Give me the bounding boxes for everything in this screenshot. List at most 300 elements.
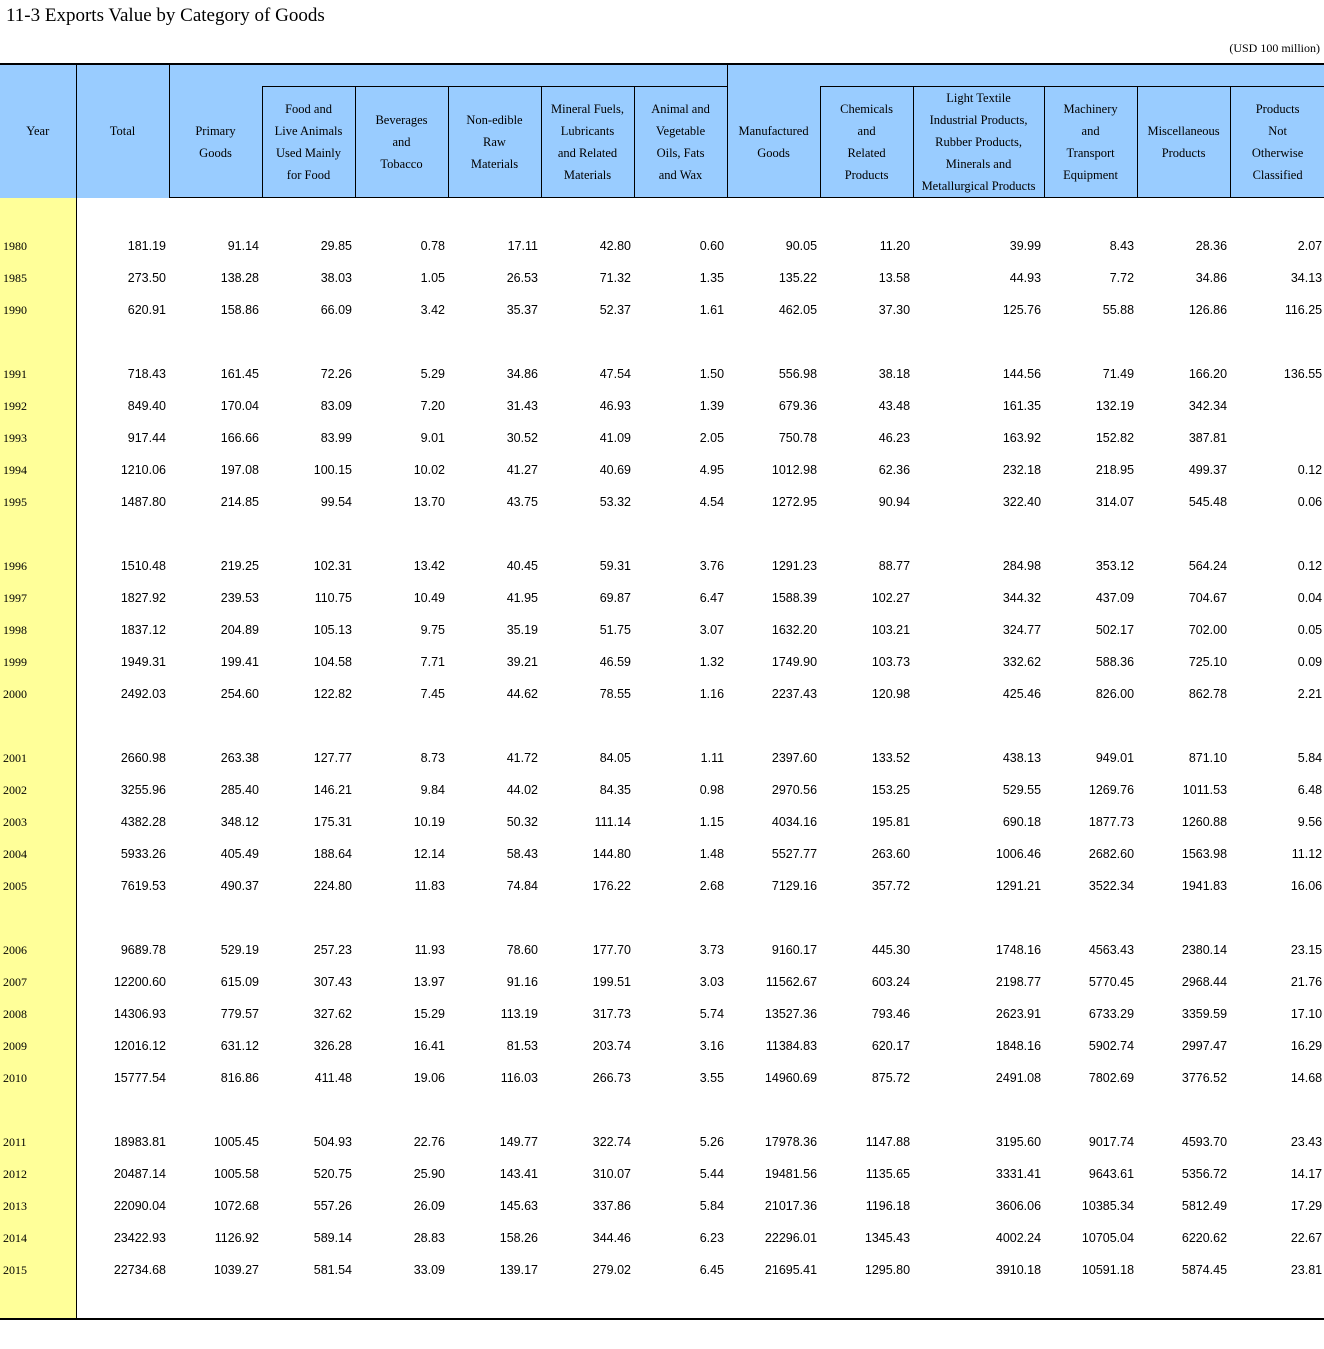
value-cell: 2491.08 [995,1071,1042,1085]
value-cell: 3.42 [420,303,445,317]
table-row [0,742,1324,774]
value-cell: 322.40 [1002,495,1042,509]
value-cell: 144.56 [1002,367,1042,381]
value-cell: 1135.65 [865,1167,911,1181]
table-row [0,646,1324,678]
value-cell: 8.73 [420,751,445,765]
spacer-row [0,198,1324,231]
value-cell: 177.70 [592,943,631,957]
table-row [0,230,1324,262]
value-cell: 4.54 [699,495,725,509]
year-cell: 2006 [0,934,76,966]
value-cell: 849.40 [127,399,166,413]
value-cell: 21.76 [1290,975,1323,989]
value-cell: 502.17 [1095,623,1135,637]
spacer-row [0,710,1324,742]
value-cell: 144.80 [592,847,631,861]
value-cell: 102.31 [313,559,352,573]
value-cell: 1632.20 [771,623,818,637]
value-cell: 91.16 [506,975,538,989]
value-cell: 136.55 [1283,367,1323,381]
value-cell: 38.03 [320,271,352,285]
value-cell: 1949.31 [120,655,166,669]
value-cell: 81.53 [506,1039,538,1053]
spacer-row [0,518,1324,550]
value-cell: 55.88 [1102,303,1135,317]
spacer-row [0,326,1324,358]
value-cell: 90.94 [878,495,911,509]
value-cell: 13.70 [413,495,445,509]
value-cell: 490.37 [220,879,259,893]
value-cell: 84.35 [599,783,631,797]
value-cell: 1011.53 [1182,783,1228,797]
value-cell: 16.29 [1290,1039,1323,1053]
value-cell: 3359.59 [1181,1007,1228,1021]
value-cell: 1563.98 [1181,847,1228,861]
value-cell: 1.16 [699,687,725,701]
value-cell: 615.09 [220,975,259,989]
value-cell: 257.23 [313,943,352,957]
value-cell: 21017.36 [764,1199,818,1213]
value-cell: 1749.90 [771,655,818,669]
value-cell: 3331.41 [995,1167,1042,1181]
value-cell: 44.02 [506,783,538,797]
value-cell: 23422.93 [113,1231,166,1245]
value-cell: 1487.80 [120,495,166,509]
value-cell: 342.34 [1188,399,1228,413]
value-cell: 2237.43 [771,687,818,701]
year-cell: 2004 [0,838,76,870]
value-cell: 4.95 [699,463,725,477]
value-cell: 14306.93 [113,1007,166,1021]
value-cell: 239.53 [220,591,259,605]
value-cell: 1012.98 [771,463,818,477]
value-cell: 3.16 [699,1039,725,1053]
header-year: Year [0,64,76,198]
table-row [0,774,1324,806]
value-cell: 620.91 [127,303,166,317]
unit-note: (USD 100 million) [1229,41,1320,55]
value-cell: 59.31 [599,559,631,573]
value-cell: 344.46 [592,1231,631,1245]
value-cell: 153.25 [871,783,911,797]
value-cell: 7.72 [1109,271,1135,285]
table-row [0,870,1324,902]
value-cell: 14.68 [1290,1071,1323,1085]
value-cell: 232.18 [1002,463,1042,477]
value-cell: 6733.29 [1088,1007,1135,1021]
value-cell [1230,390,1324,422]
year-cell: 1996 [0,550,76,582]
exports-table [0,63,1324,1320]
value-cell: 181.19 [127,239,166,253]
value-cell: 2660.98 [120,751,166,765]
value-cell: 14.17 [1290,1167,1323,1181]
value-cell: 679.36 [778,399,818,413]
table-row [0,1062,1324,1094]
table-title: 11-3 Exports Value by Category of Goods [6,5,325,26]
value-cell: 1848.16 [995,1039,1042,1053]
value-cell: 1941.83 [1181,879,1228,893]
value-cell: 7.20 [420,399,445,413]
value-cell: 2.68 [699,879,725,893]
value-cell: 22734.68 [113,1263,166,1277]
year-cell: 1992 [0,390,76,422]
year-cell: 2011 [0,1126,76,1158]
value-cell: 11.20 [879,239,911,253]
value-cell: 1072.68 [213,1199,259,1213]
value-cell: 2968.44 [1181,975,1228,989]
value-cell: 5933.26 [120,847,166,861]
value-cell: 13.58 [878,271,911,285]
value-cell: 103.73 [871,655,911,669]
value-cell: 9.84 [420,783,445,797]
value-cell: 102.27 [871,591,911,605]
value-cell: 146.21 [313,783,352,797]
value-cell: 5812.49 [1181,1199,1228,1213]
year-cell: 2000 [0,678,76,710]
year-cell: 2015 [0,1254,76,1286]
table-row [0,934,1324,966]
value-cell: 116.25 [1284,303,1323,317]
value-cell: 7619.53 [120,879,166,893]
table-body [0,198,1324,1320]
table-row [0,1254,1324,1286]
table-row [0,1190,1324,1222]
value-cell: 4563.43 [1088,943,1135,957]
header-food: Food and Live Animals Used Mainly for Food [262,87,355,198]
value-cell: 2492.03 [120,687,166,701]
year-cell: 2009 [0,1030,76,1062]
table-row [0,550,1324,582]
value-cell: 254.60 [220,687,259,701]
value-cell: 218.95 [1095,463,1135,477]
value-cell: 3522.34 [1088,879,1135,893]
value-cell: 529.55 [1002,783,1042,797]
value-cell: 58.43 [506,847,538,861]
value-cell: 750.78 [778,431,818,445]
value-cell: 793.46 [871,1007,911,1021]
value-cell: 51.75 [599,623,631,637]
value-cell: 176.22 [592,879,631,893]
value-cell: 3.55 [699,1071,725,1085]
value-cell: 324.77 [1002,623,1042,637]
value-cell: 3195.60 [995,1135,1042,1149]
value-cell: 5874.45 [1181,1263,1228,1277]
value-cell: 103.21 [871,623,911,637]
value-cell: 203.74 [592,1039,631,1053]
value-cell: 337.86 [592,1199,631,1213]
value-cell: 5.84 [1297,751,1323,765]
header-manufactured-goods: Manufactured Goods [727,87,820,198]
value-cell: 204.89 [220,623,259,637]
value-cell: 273.50 [127,271,166,285]
value-cell: 327.62 [313,1007,352,1021]
value-cell: 14960.69 [764,1071,818,1085]
value-cell: 564.24 [1188,559,1228,573]
value-cell: 166.20 [1188,367,1228,381]
value-cell: 6.47 [699,591,725,605]
table-row [0,454,1324,486]
value-cell: 110.75 [314,591,352,605]
year-cell: 2002 [0,774,76,806]
value-cell: 22296.01 [764,1231,818,1245]
value-cell: 17.10 [1290,1007,1323,1021]
value-cell: 307.43 [313,975,352,989]
value-cell: 197.08 [220,463,259,477]
value-cell: 1039.27 [213,1263,259,1277]
value-cell: 126.86 [1188,303,1228,317]
value-cell: 263.60 [871,847,911,861]
value-cell: 7.71 [420,655,445,669]
value-cell: 9689.78 [120,943,166,957]
spacer-row [0,902,1324,934]
value-cell: 425.46 [1002,687,1042,701]
value-cell: 46.59 [599,655,631,669]
table-row [0,1158,1324,1190]
value-cell: 344.32 [1002,591,1042,605]
value-cell [1230,422,1324,454]
value-cell: 520.75 [313,1167,352,1181]
value-cell: 11384.83 [765,1039,818,1053]
value-cell: 84.05 [599,751,631,765]
value-cell: 1588.39 [771,591,818,605]
header-animal: Animal and Vegetable Oils, Fats and Wax [634,87,727,198]
table-row [0,1030,1324,1062]
value-cell: 18983.81 [113,1135,166,1149]
value-cell: 620.17 [871,1039,911,1053]
value-cell: 10.19 [413,815,445,829]
table-row [0,678,1324,710]
value-cell: 0.12 [1297,559,1323,573]
value-cell: 9643.61 [1088,1167,1135,1181]
value-cell: 4034.16 [771,815,818,829]
value-cell: 127.77 [313,751,352,765]
value-cell: 3.07 [699,623,725,637]
table-row [0,486,1324,518]
value-cell: 41.95 [506,591,538,605]
value-cell: 91.14 [227,239,259,253]
value-cell: 43.75 [506,495,538,509]
value-cell: 862.78 [1188,687,1228,701]
value-cell: 195.81 [871,815,911,829]
value-cell: 1291.23 [771,559,818,573]
value-cell: 9.01 [420,431,445,445]
value-cell: 702.00 [1188,623,1228,637]
value-cell: 1006.46 [995,847,1042,861]
value-cell: 39.99 [1009,239,1042,253]
value-cell: 3.73 [699,943,725,957]
value-cell: 23.81 [1290,1263,1323,1277]
value-cell: 40.45 [506,559,538,573]
value-cell: 15.29 [413,1007,445,1021]
value-cell: 34.13 [1290,271,1323,285]
value-cell: 405.49 [220,847,259,861]
value-cell: 0.60 [699,239,725,253]
value-cell: 1291.21 [995,879,1042,893]
value-cell: 26.09 [413,1199,445,1213]
value-cell: 152.82 [1095,431,1135,445]
value-cell: 88.77 [878,559,911,573]
value-cell: 9160.17 [771,943,818,957]
value-cell: 0.98 [699,783,725,797]
value-cell: 163.92 [1002,431,1042,445]
value-cell: 37.30 [878,303,911,317]
value-cell: 50.32 [506,815,538,829]
value-cell: 557.26 [313,1199,352,1213]
value-cell: 1827.92 [120,591,166,605]
value-cell: 22090.04 [113,1199,166,1213]
value-cell: 125.76 [1002,303,1042,317]
value-cell: 690.18 [1002,815,1042,829]
value-cell: 2380.14 [1181,943,1228,957]
value-cell: 19481.56 [764,1167,818,1181]
value-cell: 42.80 [599,239,631,253]
value-cell: 0.05 [1297,623,1323,637]
value-cell: 263.38 [220,751,259,765]
year-cell: 1997 [0,582,76,614]
value-cell: 116.03 [500,1071,538,1085]
value-cell: 4002.24 [995,1231,1042,1245]
table-row [0,358,1324,390]
value-cell: 44.62 [506,687,538,701]
table-row [0,966,1324,998]
value-cell: 816.86 [220,1071,259,1085]
value-cell: 2.05 [699,431,725,445]
value-cell: 21695.41 [764,1263,818,1277]
value-cell: 19.06 [413,1071,445,1085]
value-cell: 322.74 [592,1135,631,1149]
value-cell: 35.37 [506,303,538,317]
value-cell: 917.44 [127,431,166,445]
year-cell: 1991 [0,358,76,390]
value-cell: 224.80 [313,879,352,893]
value-cell: 3255.96 [120,783,166,797]
header-mineral: Mineral Fuels, Lubricants and Related Materials [541,87,634,198]
value-cell: 34.86 [1195,271,1228,285]
value-cell: 113.19 [500,1007,538,1021]
header-light-textile: Light Textile Industrial Products, Rubber Products, Minerals and Metallurgical Products [913,87,1044,198]
value-cell: 445.30 [871,943,911,957]
table-row [0,838,1324,870]
year-cell: 1993 [0,422,76,454]
value-cell: 1.32 [699,655,725,669]
year-cell: 1995 [0,486,76,518]
table-row [0,806,1324,838]
value-cell: 52.37 [599,303,631,317]
value-cell: 1.15 [699,815,725,829]
table-row [0,422,1324,454]
value-cell: 1.48 [699,847,725,861]
value-cell: 16.41 [413,1039,445,1053]
value-cell: 588.36 [1095,655,1135,669]
value-cell: 3776.52 [1181,1071,1228,1085]
value-cell: 3.76 [699,559,725,573]
value-cell: 69.87 [599,591,631,605]
value-cell: 13.42 [413,559,445,573]
value-cell: 779.57 [220,1007,259,1021]
value-cell: 5902.74 [1088,1039,1135,1053]
value-cell: 2970.56 [771,783,818,797]
value-cell: 132.19 [1095,399,1135,413]
value-cell: 17.11 [507,239,538,253]
year-cell: 1990 [0,294,76,326]
value-cell: 41.72 [506,751,538,765]
spacer-row [0,1094,1324,1126]
value-cell: 411.48 [314,1071,352,1085]
value-cell: 348.12 [220,815,259,829]
value-cell: 28.83 [413,1231,445,1245]
table-row [0,390,1324,422]
value-cell: 1877.73 [1088,815,1135,829]
spacer-row [0,1286,1324,1319]
value-cell: 1837.12 [120,623,166,637]
value-cell: 13.97 [413,975,445,989]
value-cell: 111.14 [594,815,631,829]
value-cell: 12.14 [413,847,445,861]
value-cell: 314.07 [1095,495,1135,509]
value-cell: 62.36 [878,463,911,477]
value-cell: 40.69 [599,463,631,477]
value-cell: 170.04 [220,399,259,413]
value-cell: 8.43 [1109,239,1135,253]
value-cell: 499.37 [1188,463,1228,477]
value-cell: 631.12 [220,1039,259,1053]
value-cell: 33.09 [413,1263,445,1277]
value-cell: 6220.62 [1181,1231,1228,1245]
value-cell: 105.13 [313,623,352,637]
value-cell: 326.28 [313,1039,352,1053]
value-cell: 15777.54 [113,1071,166,1085]
value-cell: 725.10 [1188,655,1228,669]
value-cell: 71.32 [599,271,631,285]
value-cell: 875.72 [871,1071,911,1085]
value-cell: 122.82 [313,687,352,701]
value-cell: 7129.16 [771,879,818,893]
value-cell: 9.56 [1297,815,1323,829]
header-not-classified: Products Not Otherwise Classified [1230,87,1324,198]
value-cell: 3.03 [699,975,725,989]
year-cell: 2013 [0,1190,76,1222]
value-cell: 387.81 [1188,431,1228,445]
value-cell: 266.73 [592,1071,631,1085]
header-chemicals: Chemicals and Related Products [820,87,913,198]
value-cell: 5.44 [699,1167,725,1181]
table-row [0,582,1324,614]
value-cell: 1269.76 [1088,783,1135,797]
value-cell: 284.98 [1002,559,1042,573]
value-cell: 1005.45 [213,1135,259,1149]
value-cell: 28.36 [1195,239,1228,253]
value-cell: 139.17 [499,1263,538,1277]
value-cell: 6.45 [699,1263,725,1277]
value-cell: 11.83 [414,879,445,893]
table-row [0,614,1324,646]
year-cell: 2001 [0,742,76,774]
value-cell: 83.99 [320,431,352,445]
value-cell: 83.09 [320,399,352,413]
value-cell: 188.64 [313,847,352,861]
value-cell: 6.48 [1297,783,1323,797]
value-cell: 10591.18 [1081,1263,1135,1277]
value-cell: 556.98 [778,367,818,381]
value-cell: 161.45 [220,367,259,381]
value-cell: 199.41 [220,655,259,669]
value-cell: 0.04 [1297,591,1323,605]
value-cell: 0.78 [420,239,445,253]
value-cell: 438.13 [1002,751,1042,765]
value-cell: 23.43 [1290,1135,1323,1149]
